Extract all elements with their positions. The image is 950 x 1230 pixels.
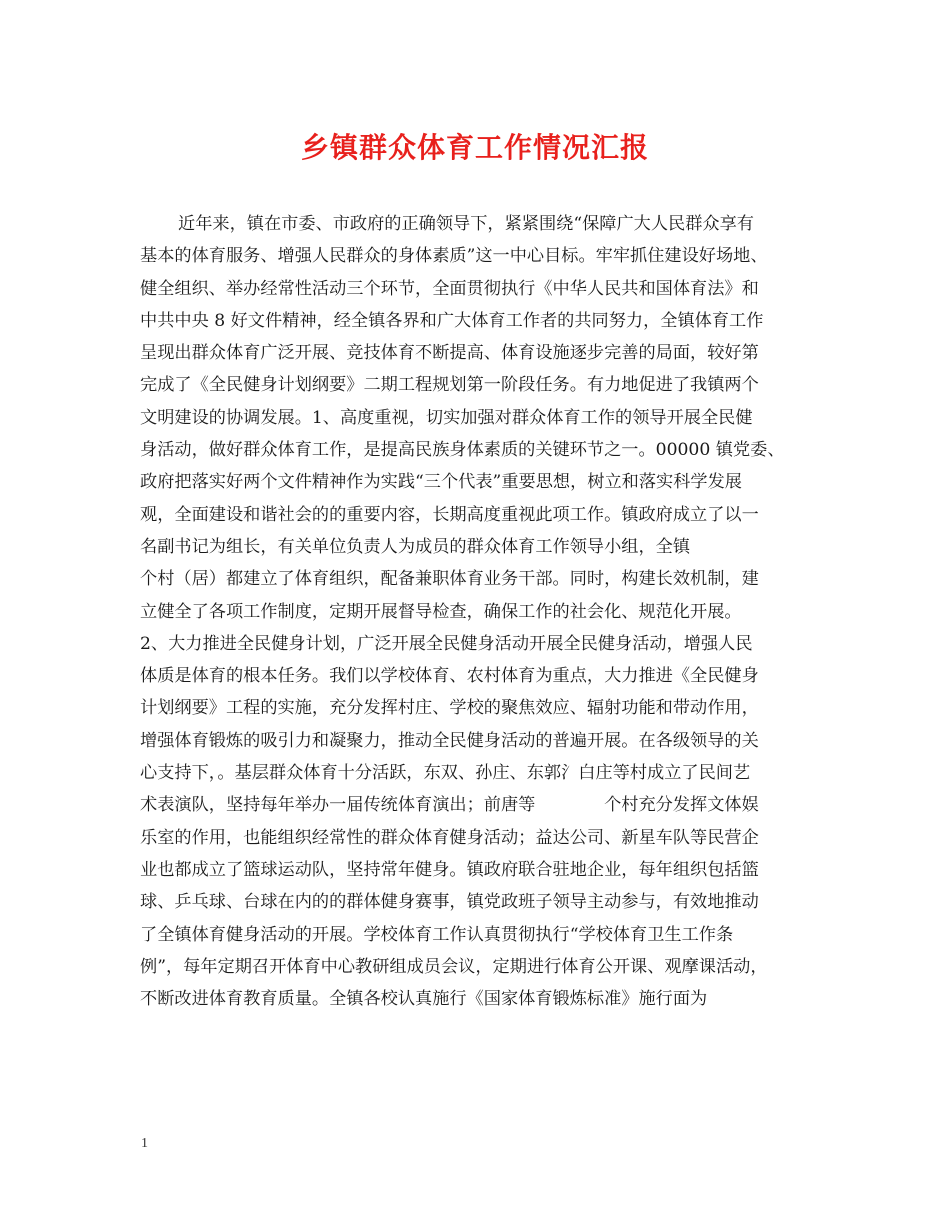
body-line: 名副书记为组长，有关单位负责人为成员的群众体育工作领导小组，全镇	[140, 536, 691, 557]
document-body	[140, 208, 830, 1015]
page-number: 1	[141, 1136, 148, 1151]
body-line: 增强体育锻炼的吸引力和凝聚力，推动全民健身活动的普遍开展。在各级领导的关	[140, 730, 759, 751]
body-line: 不断改进体育教育质量。全镇各校认真施行《国家体育锻炼标准》施行面为	[140, 989, 708, 1010]
body-line: 了全镇体育健身活动的开展。学校体育工作认真贯彻执行“学校体育卫生工作条	[140, 924, 734, 945]
body-line: 观，全面建设和谐社会的的重要内容，长期高度重视此项工作。镇政府成立了以一	[140, 504, 759, 525]
body-line: 球、乒乓球、台球在内的的群体健身赛事，镇党政班子领导主动参与，有效地推动	[140, 892, 759, 913]
body-line: 政府把落实好两个文件精神作为实践“三个代表”重要思想，树立和落实科学发展	[140, 472, 742, 493]
body-line: 健全组织、举办经常性活动三个环节，全面贯彻执行《中华人民共和国体育法》和	[140, 278, 759, 299]
body-line: 个村（居）都建立了体育组织，配备兼职体育业务干部。同时，构建长效机制，建	[140, 569, 759, 590]
body-line: 心支持下，。基层群众体育十分活跃，东双、孙庄、东郭氵白庄等村成立了民间艺	[140, 763, 751, 784]
body-line: 计划纲要》工程的实施，充分发挥村庄、学校的聚焦效应、辐射功能和带动作用，	[140, 698, 759, 719]
body-line: 文明建设的协调发展。1、高度重视，切实加强对群众体育工作的领导开展全民健	[140, 407, 753, 428]
body-line: 立健全了各项工作制度，定期开展督导检查，确保工作的社会化、规范化开展。	[140, 601, 742, 622]
body-line: 中共中央 8 好文件精神，经全镇各界和广大体育工作者的共同努力，全镇体育工作	[140, 310, 764, 331]
body-line: 业也都成立了篮球运动队，坚持常年健身。镇政府联合驻地企业，每年组织包括篮	[140, 859, 759, 880]
body-line: 体质是体育的根本任务。我们以学校体育、农村体育为重点，大力推进《全民健身	[140, 666, 759, 687]
body-line: 乐室的作用，也能组织经常性的群众体育健身活动；益达公司、新星车队等民营企	[140, 827, 759, 848]
body-line: 呈现出群众体育广泛开展、竞技体育不断提高、体育设施逐步完善的局面，较好第	[140, 343, 759, 364]
body-line: 2、大力推进全民健身计划，广泛开展全民健身活动开展全民健身活动，增强人民	[140, 633, 753, 654]
body-line: 身活动，做好群众体育工作，是提高民族身体素质的关键环节之一。00000 镇党委、	[140, 440, 785, 461]
body-line: 例”，每年定期召开体育中心教研组成员会议，定期进行体育公开课、观摩课活动，	[140, 956, 768, 977]
body-line: 完成了《全民健身计划纲要》二期工程规划第一阶段任务。有力地促进了我镇两个	[140, 375, 759, 396]
body-line: 术表演队，坚持每年举办一届传统体育演出；前唐等 个村充分发挥文体娱	[140, 795, 759, 816]
document-title: 乡镇群众体育工作情况汇报	[300, 131, 649, 164]
body-line: 基本的体育服务、增强人民群众的身体素质”这一中心目标。牢牢抓住建设好场地、	[140, 246, 768, 267]
body-line: 近年来，镇在市委、市政府的正确领导下，紧紧围绕“保障广大人民群众享有	[178, 214, 754, 234]
